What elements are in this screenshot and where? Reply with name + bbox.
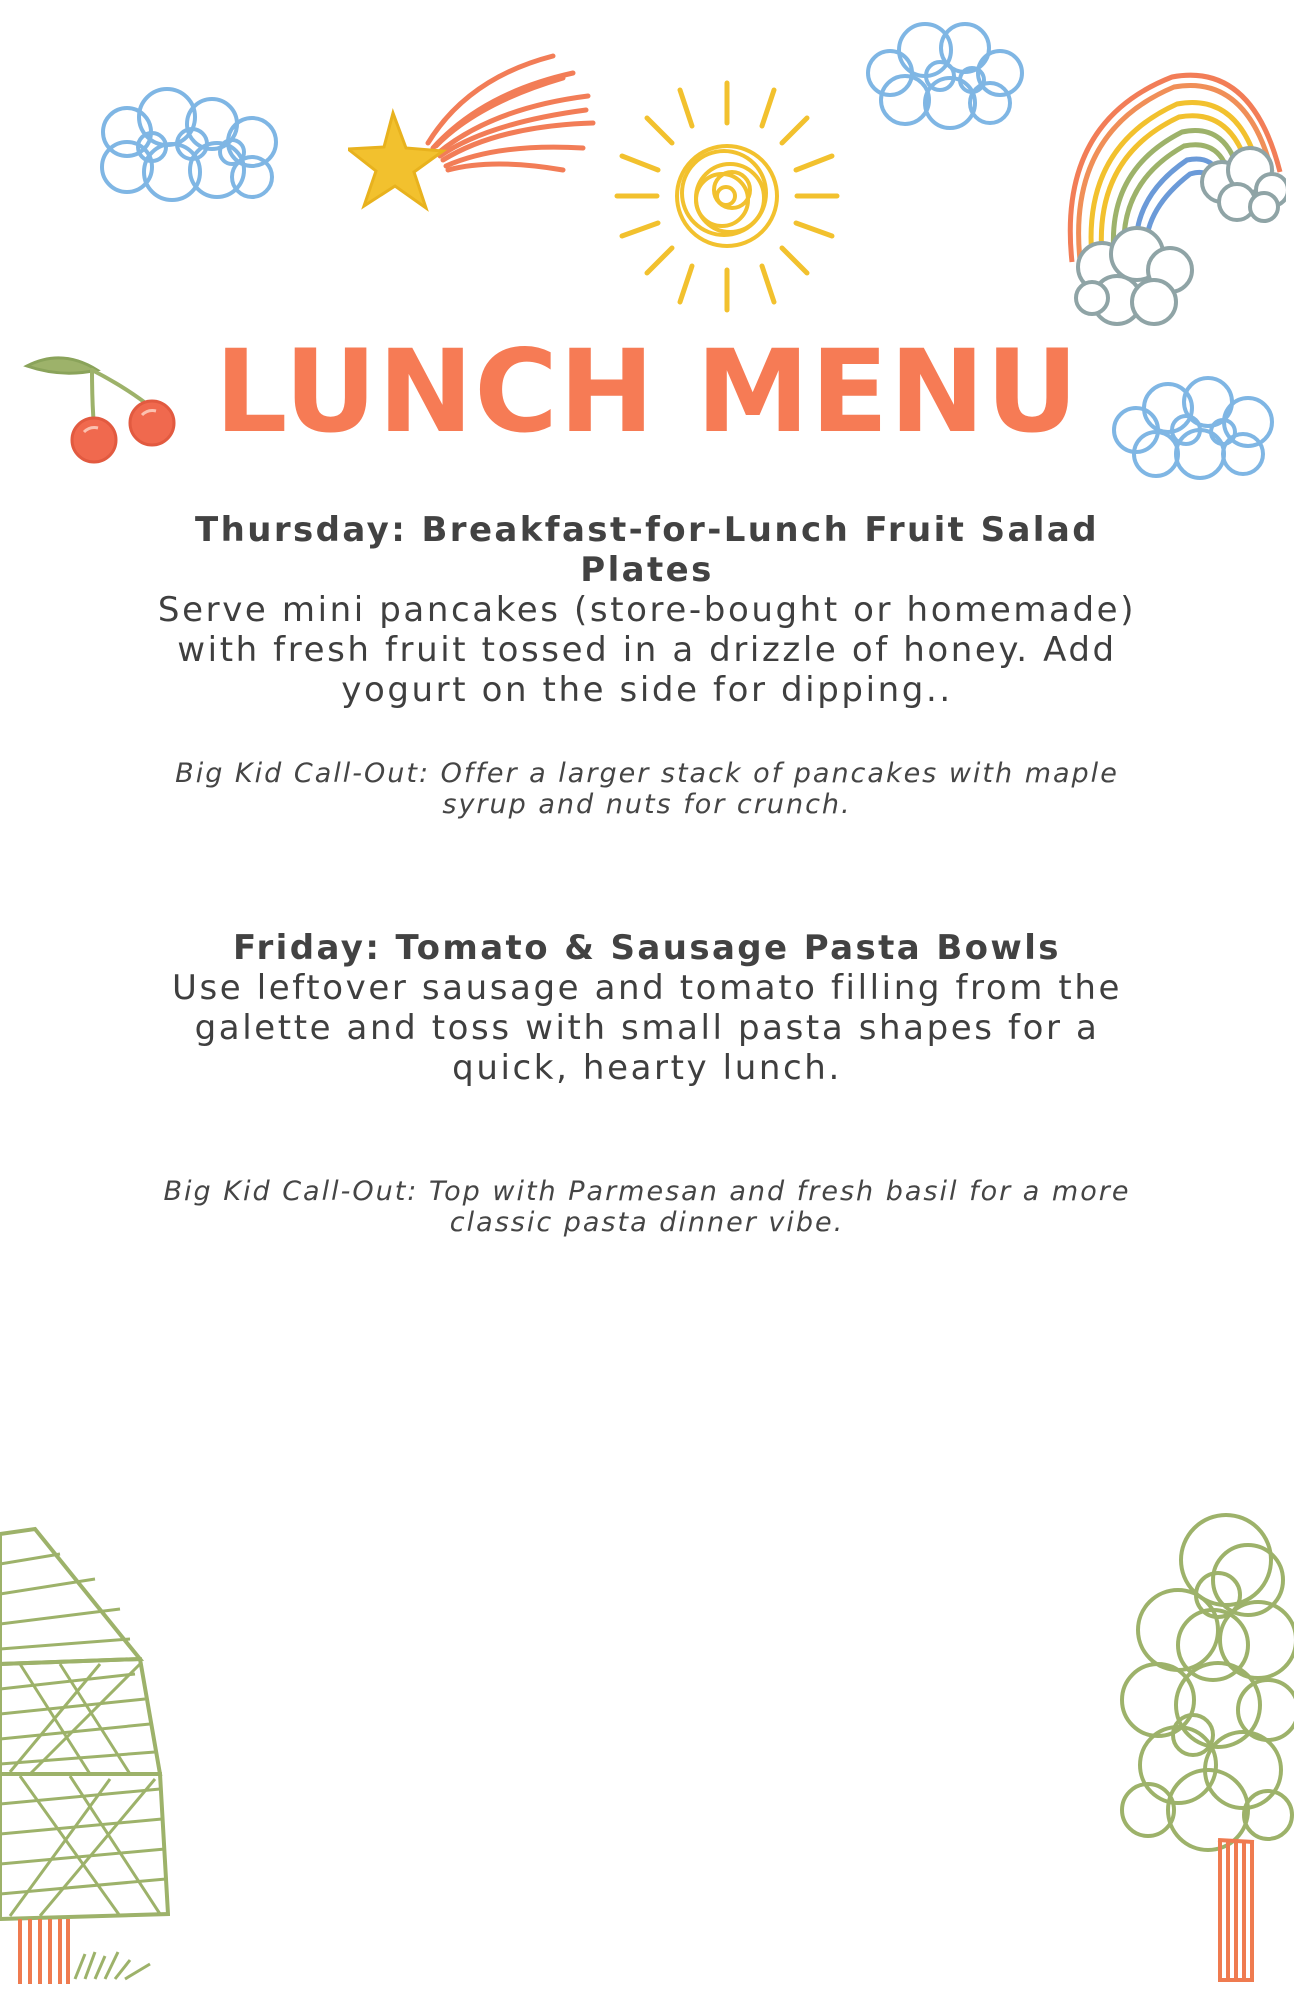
menu-item-heading: Friday: Tomato & Sausage Pasta Bowls	[233, 928, 1061, 968]
tree-icon	[1118, 1510, 1294, 1988]
menu-item-heading: Thursday: Breakfast-for-Lunch Fruit Salad Plates	[195, 510, 1099, 590]
pine-tree-icon	[0, 1524, 170, 1986]
rainbow-icon	[1052, 62, 1286, 332]
cloud-icon	[92, 82, 282, 212]
big-kid-callout: Big Kid Call-Out: Top with Parmesan and fresh basil for a more classic pasta dinner vibe.	[163, 1176, 1131, 1238]
page-title: LUNCH MENU	[214, 325, 1080, 458]
big-kid-callout: Big Kid Call-Out: Offer a larger stack of pancakes with maple syrup and nuts for crunch.	[175, 758, 1119, 820]
menu-item-description: Serve mini pancakes (store-bought or homemade) with fresh fruit tossed in a drizzle of honey. Add yogurt on the side for dipping..	[157, 590, 1137, 710]
shooting-star-icon	[348, 48, 596, 218]
sun-icon	[612, 78, 842, 314]
menu-item-thursday	[140, 510, 1154, 820]
cloud-icon	[860, 18, 1030, 136]
menu-item-description: Use leftover sausage and tomato filling from the galette and toss with small pasta shapes for a quick, hearty lunch.	[172, 968, 1122, 1088]
menu-item-friday	[140, 928, 1154, 1238]
